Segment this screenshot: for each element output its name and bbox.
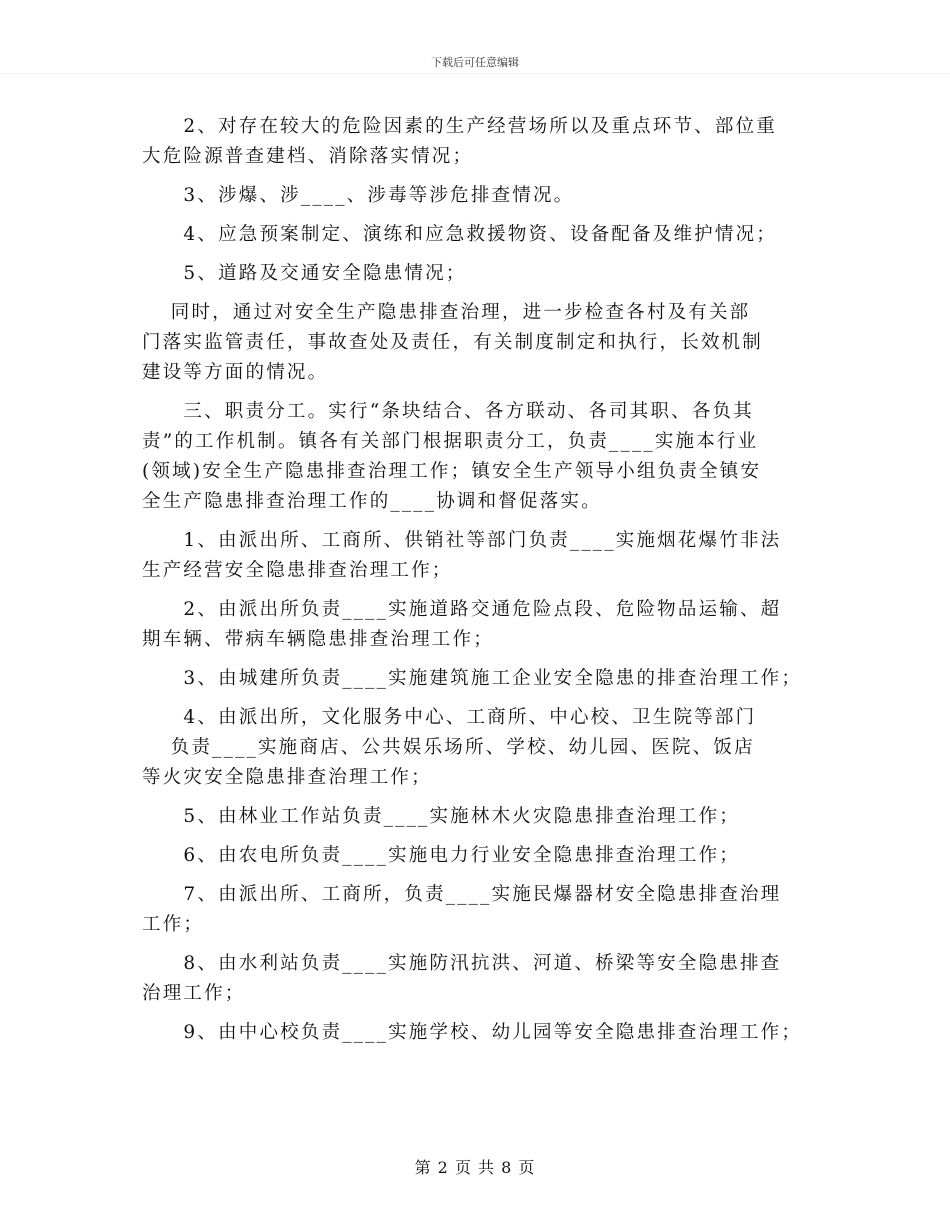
- text-line: 三、职责分工。实行“条块结合、各方联动、各司其职、各负其: [142, 401, 754, 422]
- text-line: (领域)安全生产隐患排查治理工作；镇安全生产领导小组负责全镇安: [142, 461, 762, 482]
- text-line: 大危险源普查建档、消除落实情况；: [142, 146, 474, 167]
- text-line: 4、由派出所，文化服务中心、工商所、中心校、卫生院等部门: [142, 707, 757, 728]
- text-line: 5、由林业工作站负责____实施林木火灾隐患排查治理工作；: [142, 806, 740, 827]
- text-line: 7、由派出所、工商所，负责____实施民爆器材安全隐患排查治理: [142, 884, 782, 905]
- text-line: 同时，通过对安全生产隐患排查治理，进一步检查各村及有关部: [142, 302, 751, 323]
- text-line: 建设等方面的情况。: [142, 362, 329, 383]
- text-line: 3、由城建所负责____实施建筑施工企业安全隐患的排查治理工作；: [142, 668, 803, 689]
- document-body: [142, 112, 822, 1048]
- text-line: 8、由水利站负责____实施防汛抗洪、河道、桥梁等安全隐患排查: [142, 953, 782, 974]
- text-line: 1、由派出所、工商所、供销社等部门负责____实施烟花爆竹非法: [142, 530, 782, 551]
- text-line: 工作；: [142, 914, 205, 935]
- page-footer: 第 2 页 共 8 页: [414, 1158, 536, 1177]
- text-line: 治理工作；: [142, 983, 246, 1004]
- text-line: 负责____实施商店、公共娱乐场所、学校、幼儿园、医院、饭店: [142, 737, 755, 758]
- page-header: 下载后可任意编辑: [431, 56, 519, 69]
- text-line: 等火灾安全隐患排查治理工作；: [142, 767, 432, 788]
- text-line: 6、由农电所负责____实施电力行业安全隐患排查治理工作；: [142, 845, 740, 866]
- text-line: 全生产隐患排查治理工作的____协调和督促落实。: [142, 491, 602, 512]
- text-line: 4、应急预案制定、演练和应急救援物资、设备配备及维护情况；: [142, 224, 777, 245]
- text-line: 门落实监管责任，事故查处及责任，有关制度制定和执行，长效机制: [142, 332, 764, 353]
- text-line: 2、对存在较大的危险因素的生产经营场所以及重点环节、部位重: [142, 116, 777, 137]
- text-line: 2、由派出所负责____实施道路交通危险点段、危险物品运输、超: [142, 599, 782, 620]
- text-line: 9、由中心校负责____实施学校、幼儿园等安全隐患排查治理工作；: [142, 1022, 803, 1043]
- text-line: 期车辆、带病车辆隐患排查治理工作；: [142, 629, 494, 650]
- text-line: 5、道路及交通安全隐患情况；: [142, 263, 467, 284]
- header-divider: [0, 73, 950, 74]
- text-line: 生产经营安全隐患排查治理工作；: [142, 560, 453, 581]
- text-line: 责”的工作机制。镇各有关部门根据职责分工，负责____实施本行业: [142, 431, 759, 452]
- text-line: 3、涉爆、涉____、涉毒等涉危排查情况。: [142, 185, 575, 206]
